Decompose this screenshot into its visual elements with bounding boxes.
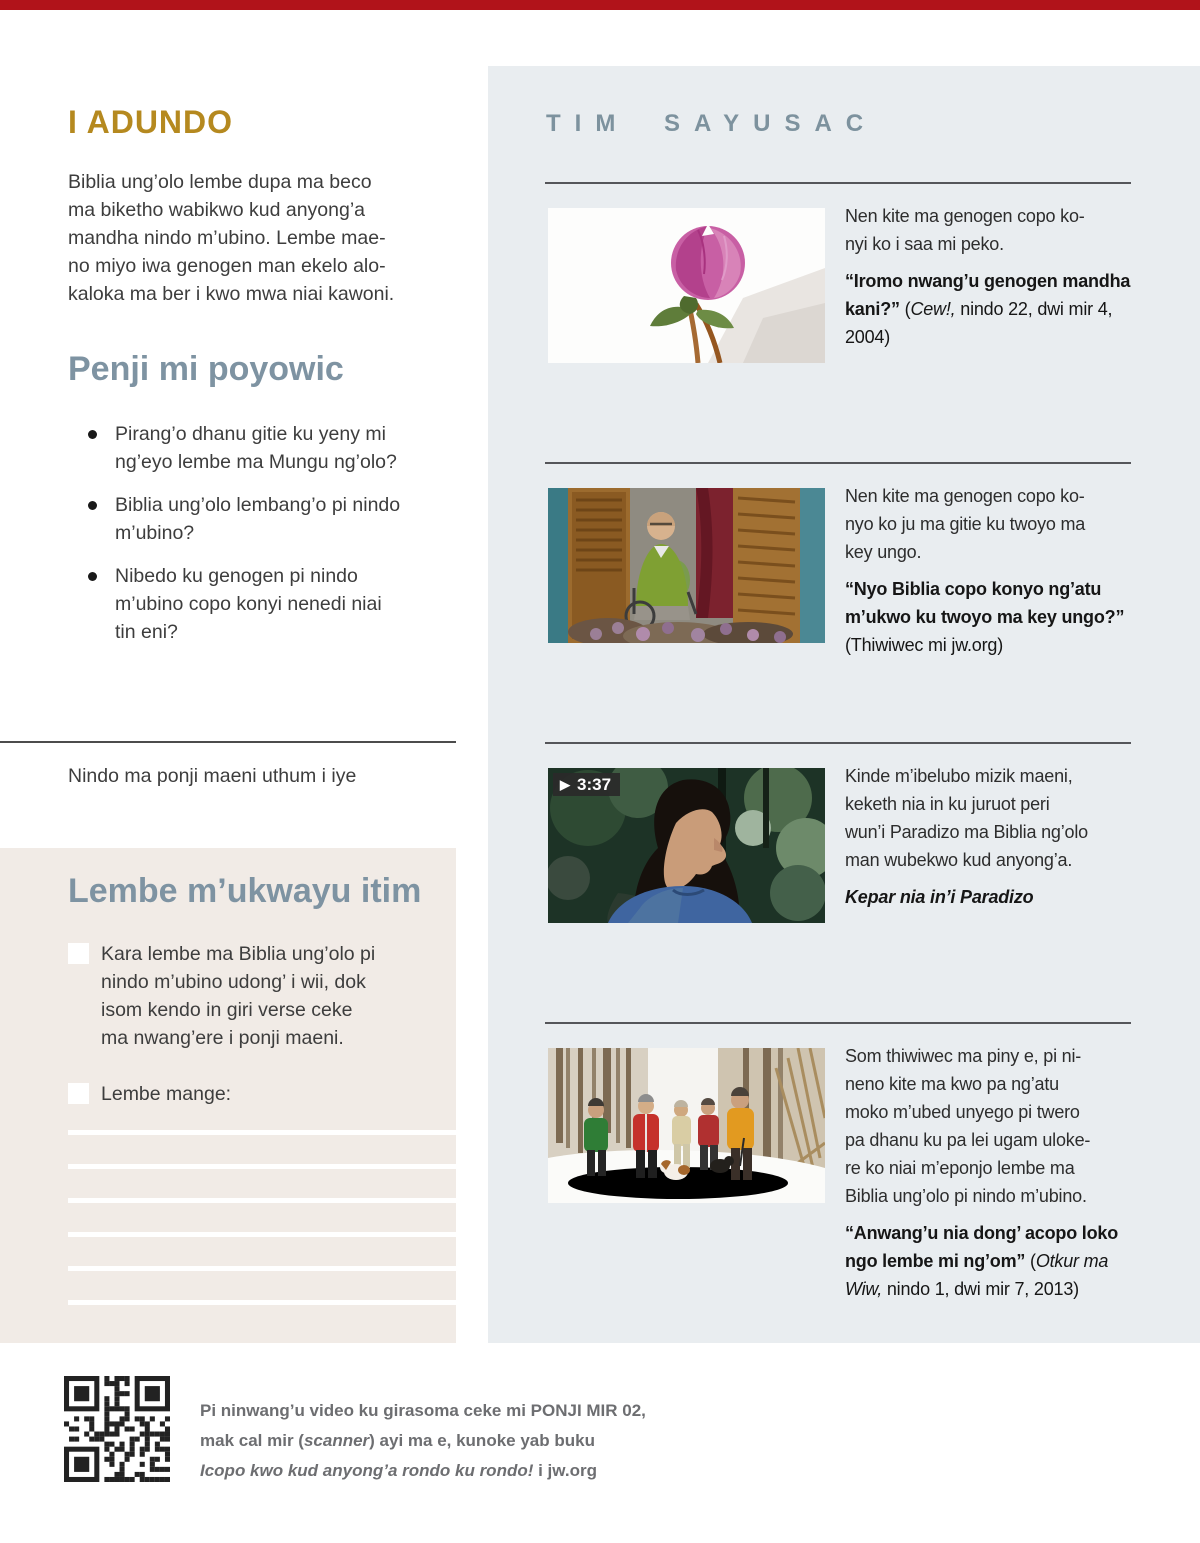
video-duration-badge [553,773,620,796]
item-divider-line [545,182,1131,184]
study-item [845,482,1137,659]
video-thumbnail[interactable] [548,768,825,923]
homework-task-text: Kara lembe ma Biblia ung’olo pi nindo m’ubino udong’ i wii, dok isom kendo in giri verse ceke ma nwang’ere i ponji maeni. [101,943,376,1049]
video-duration: 3:37 [577,775,612,794]
desc-line: neno kite ma kwo pa ng’atu [845,1074,1059,1094]
intro-line: Biblia ung’olo lembe dupa ma beco [68,171,372,193]
desc-line: Nen kite ma genogen copo ko- [845,206,1085,226]
item-divider-line [545,742,1131,744]
intro-paragraph [68,168,478,308]
page-title: I ADUNDO [68,104,234,140]
footer-line: Icopo kwo kud anyong’a rondo ku rondo! i jw.org [200,1461,597,1480]
footer-line: mak cal mir (scanner) ayi ma e, kunoke yab buku [200,1431,595,1450]
intro-line: no miyo iwa genogen man ekelo alo- [68,255,386,277]
questions-list [88,420,478,661]
checkbox-icon[interactable] [68,1083,89,1104]
intro-line: kaloka ma ber i kwo mwa niai kawoni. [68,283,395,305]
write-in-line[interactable] [68,1130,456,1135]
item-quote: “Iromo nwang’u genogen mandha kani?” (Cew!, nindo 22, dwi mir 4, 2004) [845,271,1131,347]
desc-line: nyi ko i saa mi peko. [845,234,1004,254]
item-divider-line [545,462,1131,464]
desc-line: man wubekwo kud anyong’a. [845,850,1073,870]
homework-task [68,1080,428,1108]
study-item [845,1042,1137,1303]
item-quote [845,883,1137,911]
write-in-line[interactable] [68,1198,456,1203]
write-in-line[interactable] [68,1300,456,1305]
desc-line: re ko niai m’eponjo lembe ma [845,1158,1075,1178]
question-text: Pirang’o dhanu gitie ku yeny mi ng’eyo lembe ma Mungu ng’olo? [115,423,397,473]
checkbox-icon[interactable] [68,943,89,964]
section-divider-line [0,741,456,743]
question-text: Biblia ung’olo lembang’o pi nindo m’ubino? [115,494,401,544]
desc-line: nyo ko ju ma gitie ku twoyo ma [845,514,1086,534]
study-item [845,202,1137,351]
question-text: Nibedo ku genogen pi nindo m’ubino copo konyi nenedi niai tin eni? [115,565,382,643]
write-in-line[interactable] [68,1266,456,1271]
video-title: Kepar nia in’i Paradizo [845,887,1034,907]
study-item [845,762,1137,911]
desc-line: pa dhanu ku pa lei ugam uloke- [845,1130,1091,1150]
desc-line: Nen kite ma genogen copo ko- [845,486,1085,506]
desc-line: keketh nia in ku juruot peri [845,794,1050,814]
bullet-icon [88,501,97,510]
homework-task [68,940,428,1052]
homework-heading: Lembe m’ukwayu itim [68,872,422,910]
deadline-note: Nindo ma ponji maeni uthum i iye [68,765,357,787]
homework-task-text: Lembe mange: [101,1083,232,1105]
resources-heading: TIM SAYUSAC [546,110,878,137]
top-accent-bar [0,0,1200,10]
footer-instructions [200,1396,720,1486]
questions-heading: Penji mi poyowic [68,350,344,388]
bullet-icon [88,430,97,439]
write-in-line[interactable] [68,1232,456,1237]
man-at-window-photo [548,488,825,643]
item-quote: “Anwang’u nia dong’ acopo loko ngo lembe mi ng’om” (Otkur ma Wiw, nindo 1, dwi mir 7, 2013) [845,1223,1119,1299]
desc-line: wun’i Paradizo ma Biblia ng’olo [845,822,1088,842]
bullet-icon [88,572,97,581]
desc-line: key ungo. [845,542,922,562]
qr-code-icon [64,1376,170,1482]
intro-line: ma biketho wabikwo kud anyong’a [68,199,366,221]
desc-line: Kinde m’ibelubo mizik maeni, [845,766,1073,786]
flower-photo [548,208,825,363]
question-item [88,562,478,646]
item-quote: “Nyo Biblia copo konyo ng’atu m’ukwo ku twoyo ma key ungo?” (Thiwiwec mi jw.org) [845,579,1125,655]
play-icon: ▶ [560,777,570,792]
question-item [88,491,478,547]
desc-line: moko m’ubed unyego pi twero [845,1102,1080,1122]
question-item [88,420,478,476]
desc-line: Biblia ung’olo pi nindo m’ubino. [845,1186,1087,1206]
homework-box [0,848,456,1343]
winter-walk-photo [548,1048,825,1203]
write-in-line[interactable] [68,1164,456,1169]
item-divider-line [545,1022,1131,1024]
intro-line: mandha nindo m’ubino. Lembe mae- [68,227,386,249]
desc-line: Som thiwiwec ma piny e, pi ni- [845,1046,1082,1066]
footer-line: Pi ninwang’u video ku girasoma ceke mi PONJI MIR 02, [200,1401,646,1420]
